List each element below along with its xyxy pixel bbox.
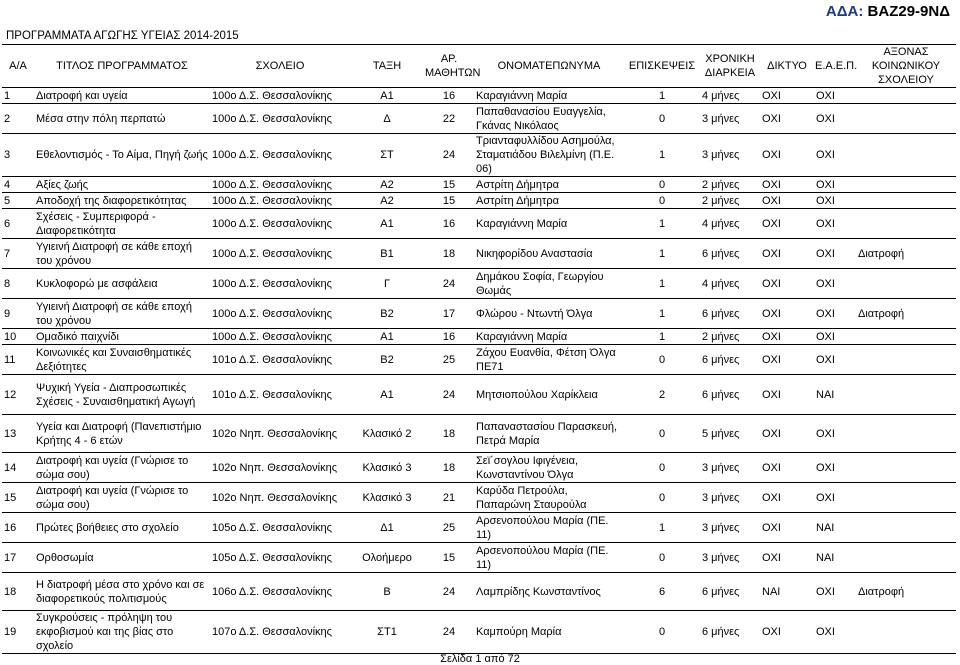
- table-row: [2, 299, 956, 329]
- cell-network: ΟΧΙ: [760, 299, 814, 329]
- cell-axis: [856, 611, 956, 654]
- cell-school: 100ο Δ.Σ. Θεσσαλονίκης: [210, 299, 350, 329]
- cell-duration: 6 μήνες: [700, 239, 760, 269]
- table-row: [2, 345, 956, 375]
- cell-axis: [856, 177, 956, 193]
- cell-title: Ψυχική Υγεία - Διαπροσωπικές Σχέσεις - Συναισθηματική Αγωγή: [34, 375, 210, 415]
- cell-school: 100ο Δ.Σ. Θεσσαλονίκης: [210, 177, 350, 193]
- cell-duration: 6 μήνες: [700, 299, 760, 329]
- cell-axis: [856, 415, 956, 453]
- table-row: [2, 611, 956, 654]
- page-footer: Σελίδα 1 από 72: [440, 653, 520, 665]
- cell-names: Λαμπρίδης Κωνσταντίνος: [474, 573, 624, 611]
- cell-duration: 4 μήνες: [700, 209, 760, 239]
- cell-names: Δημάκου Σοφία, Γεωργίου Θωμάς: [474, 269, 624, 299]
- cell-visits: 1: [624, 209, 700, 239]
- cell-students: 25: [424, 345, 474, 375]
- cell-visits: 0: [624, 483, 700, 513]
- cell-title: Συγκρούσεις - πρόληψη του εκφοβισμού και της βίας στο σχολείο: [34, 611, 210, 654]
- cell-title: Κοινωνικές και Συναισθηματικές Δεξιότητες: [34, 345, 210, 375]
- cell-no: 10: [2, 329, 34, 345]
- cell-students: 21: [424, 483, 474, 513]
- cell-eaep: ΟΧΙ: [814, 329, 856, 345]
- col-header: Α/Α: [2, 45, 34, 88]
- cell-duration: 2 μήνες: [700, 177, 760, 193]
- cell-visits: 0: [624, 345, 700, 375]
- program-title: ΠΡΟΓΡΑΜΜΑΤΑ ΑΓΩΓΗΣ ΥΓΕΙΑΣ 2014-2015: [6, 30, 239, 42]
- cell-no: 15: [2, 483, 34, 513]
- cell-class: Κλασικό 3: [350, 483, 424, 513]
- cell-no: 18: [2, 573, 34, 611]
- cell-duration: 3 μήνες: [700, 543, 760, 573]
- cell-students: 24: [424, 611, 474, 654]
- cell-names: Σεϊ΄σογλου Ιφιγένεια, Κωνσταντίνου Όλγα: [474, 453, 624, 483]
- cell-network: ΟΧΙ: [760, 209, 814, 239]
- col-header: ΕΠΙΣΚΕΨΕΙΣ: [624, 45, 700, 88]
- cell-axis: Διατροφή: [856, 239, 956, 269]
- cell-names: Νικηφορίδου Αναστασία: [474, 239, 624, 269]
- cell-class: Α1: [350, 88, 424, 104]
- cell-names: Φλώρου - Ντωντή Όλγα: [474, 299, 624, 329]
- col-header: ΑΞΟΝΑΣ ΚΟΙΝΩΝΙΚΟΥ ΣΧΟΛΕΙΟΥ: [856, 45, 956, 88]
- cell-students: 25: [424, 513, 474, 543]
- cell-no: 11: [2, 345, 34, 375]
- cell-eaep: ΟΧΙ: [814, 573, 856, 611]
- cell-eaep: ΟΧΙ: [814, 239, 856, 269]
- cell-no: 17: [2, 543, 34, 573]
- cell-students: 15: [424, 177, 474, 193]
- cell-names: Καραγιάννη Μαρία: [474, 329, 624, 345]
- table-body: [2, 88, 956, 654]
- cell-students: 24: [424, 375, 474, 415]
- cell-eaep: ΟΧΙ: [814, 299, 856, 329]
- cell-network: ΝΑΙ: [760, 573, 814, 611]
- cell-school: 100ο Δ.Σ. Θεσσαλονίκης: [210, 134, 350, 177]
- table-row: [2, 88, 956, 104]
- cell-visits: 0: [624, 193, 700, 209]
- table-row: [2, 573, 956, 611]
- col-header: ΑΡ. ΜΑΘΗΤΩΝ: [424, 45, 474, 88]
- table-row: [2, 104, 956, 134]
- cell-no: 9: [2, 299, 34, 329]
- cell-class: Α1: [350, 329, 424, 345]
- cell-names: Μητσιοπούλου Χαρίκλεια: [474, 375, 624, 415]
- cell-eaep: ΝΑΙ: [814, 513, 856, 543]
- cell-title: Ομαδικό παιχνίδι: [34, 329, 210, 345]
- col-header: ΤΙΤΛΟΣ ΠΡΟΓΡΑΜΜΑΤΟΣ: [34, 45, 210, 88]
- cell-duration: 6 μήνες: [700, 345, 760, 375]
- cell-network: ΟΧΙ: [760, 375, 814, 415]
- cell-duration: 3 μήνες: [700, 483, 760, 513]
- cell-school: 105ο Δ.Σ. Θεσσαλονίκης: [210, 513, 350, 543]
- cell-network: ΟΧΙ: [760, 177, 814, 193]
- col-header: ΣΧΟΛΕΙΟ: [210, 45, 350, 88]
- cell-students: 15: [424, 543, 474, 573]
- col-header: ΟΝΟΜΑΤΕΠΩΝΥΜΑ: [474, 45, 624, 88]
- cell-network: ΟΧΙ: [760, 513, 814, 543]
- cell-names: Αστρίτη Δήμητρα: [474, 193, 624, 209]
- cell-axis: [856, 88, 956, 104]
- cell-title: Πρώτες βοήθειες στο σχολείο: [34, 513, 210, 543]
- cell-duration: 3 μήνες: [700, 104, 760, 134]
- table-row: [2, 329, 956, 345]
- cell-network: ΟΧΙ: [760, 104, 814, 134]
- cell-school: 106ο Δ.Σ. Θεσσαλονίκης: [210, 573, 350, 611]
- cell-names: Καραγιάννη Μαρία: [474, 88, 624, 104]
- cell-visits: 0: [624, 611, 700, 654]
- cell-visits: 1: [624, 239, 700, 269]
- cell-students: 24: [424, 573, 474, 611]
- cell-axis: [856, 269, 956, 299]
- cell-visits: 0: [624, 453, 700, 483]
- cell-names: Καμπούρη Μαρία: [474, 611, 624, 654]
- table-row: [2, 193, 956, 209]
- cell-no: 1: [2, 88, 34, 104]
- programs-table: [2, 44, 956, 654]
- cell-duration: 6 μήνες: [700, 375, 760, 415]
- cell-title: Κυκλοφορώ με ασφάλεια: [34, 269, 210, 299]
- cell-names: Αρσενοπούλου Μαρία (ΠΕ. 11): [474, 513, 624, 543]
- cell-network: ΟΧΙ: [760, 453, 814, 483]
- cell-duration: 2 μήνες: [700, 193, 760, 209]
- cell-title: Διατροφή και υγεία: [34, 88, 210, 104]
- cell-class: Α2: [350, 177, 424, 193]
- cell-names: Παπαθανασίου Ευαγγελία, Γκάνας Νικόλαος: [474, 104, 624, 134]
- cell-names: Ζάχου Ευανθία, Φέτση Όλγα ΠΕ71: [474, 345, 624, 375]
- cell-no: 4: [2, 177, 34, 193]
- cell-title: Υγιεινή Διατροφή σε κάθε εποχή του χρόνου: [34, 239, 210, 269]
- cell-school: 102ο Νηπ. Θεσσαλονίκης: [210, 483, 350, 513]
- cell-eaep: ΝΑΙ: [814, 543, 856, 573]
- cell-no: 3: [2, 134, 34, 177]
- table-row: [2, 269, 956, 299]
- cell-visits: 0: [624, 415, 700, 453]
- col-header: ΔΙΚΤΥΟ: [760, 45, 814, 88]
- cell-school: 100ο Δ.Σ. Θεσσαλονίκης: [210, 209, 350, 239]
- cell-duration: 3 μήνες: [700, 453, 760, 483]
- cell-names: Καρύδα Πετρούλα, Παπαρώνη Σταυρούλα: [474, 483, 624, 513]
- cell-names: Αρσενοπούλου Μαρία (ΠΕ. 11): [474, 543, 624, 573]
- cell-network: ΟΧΙ: [760, 611, 814, 654]
- cell-duration: 2 μήνες: [700, 329, 760, 345]
- cell-students: 24: [424, 269, 474, 299]
- cell-eaep: ΟΧΙ: [814, 209, 856, 239]
- cell-no: 16: [2, 513, 34, 543]
- cell-axis: [856, 209, 956, 239]
- cell-network: ΟΧΙ: [760, 88, 814, 104]
- cell-students: 16: [424, 329, 474, 345]
- cell-duration: 3 μήνες: [700, 134, 760, 177]
- cell-school: 102ο Νηπ. Θεσσαλονίκης: [210, 415, 350, 453]
- cell-title: Εθελοντισμός - Το Αίμα, Πηγή ζωής: [34, 134, 210, 177]
- cell-duration: 6 μήνες: [700, 573, 760, 611]
- cell-names: Καραγιάννη Μαρία: [474, 209, 624, 239]
- cell-network: ΟΧΙ: [760, 239, 814, 269]
- cell-school: 102ο Νηπ. Θεσσαλονίκης: [210, 453, 350, 483]
- cell-duration: 4 μήνες: [700, 88, 760, 104]
- cell-eaep: ΟΧΙ: [814, 415, 856, 453]
- cell-no: 8: [2, 269, 34, 299]
- cell-students: 18: [424, 415, 474, 453]
- cell-no: 7: [2, 239, 34, 269]
- cell-axis: Διατροφή: [856, 573, 956, 611]
- cell-title: Υγιεινή Διατροφή σε κάθε εποχή του χρόνου: [34, 299, 210, 329]
- cell-visits: 6: [624, 573, 700, 611]
- table-row: [2, 209, 956, 239]
- cell-network: ΟΧΙ: [760, 483, 814, 513]
- cell-network: ΟΧΙ: [760, 543, 814, 573]
- table-row: [2, 543, 956, 573]
- cell-duration: 5 μήνες: [700, 415, 760, 453]
- cell-network: ΟΧΙ: [760, 134, 814, 177]
- cell-network: ΟΧΙ: [760, 345, 814, 375]
- cell-class: Β2: [350, 299, 424, 329]
- cell-duration: 4 μήνες: [700, 269, 760, 299]
- cell-visits: 0: [624, 543, 700, 573]
- cell-school: 100ο Δ.Σ. Θεσσαλονίκης: [210, 329, 350, 345]
- table-header-row: [2, 45, 956, 88]
- cell-school: 107ο Δ.Σ. Θεσσαλονίκης: [210, 611, 350, 654]
- cell-no: 19: [2, 611, 34, 654]
- table-row: [2, 375, 956, 415]
- cell-eaep: ΟΧΙ: [814, 453, 856, 483]
- col-header: ΧΡΟΝΙΚΗ ΔΙΑΡΚΕΙΑ: [700, 45, 760, 88]
- cell-no: 2: [2, 104, 34, 134]
- table-row: [2, 134, 956, 177]
- cell-school: 100ο Δ.Σ. Θεσσαλονίκης: [210, 239, 350, 269]
- cell-axis: [856, 483, 956, 513]
- ada-label: ΑΔΑ:: [825, 3, 864, 20]
- cell-eaep: ΟΧΙ: [814, 269, 856, 299]
- ada-value: ΒΑΖ29-9ΝΔ: [867, 3, 950, 20]
- cell-visits: 1: [624, 513, 700, 543]
- cell-title: Υγεία και Διατροφή (Πανεπιστήμιο Κρήτης 4 - 6 ετών: [34, 415, 210, 453]
- cell-title: Η διατροφή μέσα στο χρόνο και σε διαφορετικούς πολιτισμούς: [34, 573, 210, 611]
- cell-school: 100ο Δ.Σ. Θεσσαλονίκης: [210, 88, 350, 104]
- cell-no: 13: [2, 415, 34, 453]
- cell-network: ΟΧΙ: [760, 329, 814, 345]
- cell-title: Σχέσεις - Συμπεριφορά - Διαφορετικότητα: [34, 209, 210, 239]
- table-row: [2, 513, 956, 543]
- cell-students: 18: [424, 453, 474, 483]
- cell-class: Β1: [350, 239, 424, 269]
- cell-eaep: ΟΧΙ: [814, 104, 856, 134]
- cell-duration: 6 μήνες: [700, 611, 760, 654]
- cell-class: ΣΤ: [350, 134, 424, 177]
- cell-school: 101ο Δ.Σ. Θεσσαλονίκης: [210, 345, 350, 375]
- cell-eaep: ΟΧΙ: [814, 483, 856, 513]
- cell-names: Τριανταφυλλίδου Ασημούλα, Σταματιάδου Βιλελμίνη (Π.Ε. 06): [474, 134, 624, 177]
- col-header: Ε.Α.Ε.Π.: [814, 45, 856, 88]
- cell-visits: 1: [624, 329, 700, 345]
- cell-class: Α2: [350, 193, 424, 209]
- cell-no: 12: [2, 375, 34, 415]
- col-header: ΤΑΞΗ: [350, 45, 424, 88]
- cell-no: 5: [2, 193, 34, 209]
- cell-class: Κλασικό 3: [350, 453, 424, 483]
- cell-axis: [856, 104, 956, 134]
- cell-axis: [856, 329, 956, 345]
- cell-axis: [856, 543, 956, 573]
- cell-no: 14: [2, 453, 34, 483]
- cell-visits: 1: [624, 134, 700, 177]
- cell-class: Δ1: [350, 513, 424, 543]
- cell-title: Ορθοσωμία: [34, 543, 210, 573]
- cell-network: ΟΧΙ: [760, 415, 814, 453]
- table-row: [2, 177, 956, 193]
- cell-title: Διατροφή και υγεία (Γνώρισε το σώμα σου): [34, 483, 210, 513]
- cell-school: 100ο Δ.Σ. Θεσσαλονίκης: [210, 193, 350, 209]
- cell-axis: [856, 513, 956, 543]
- cell-title: Διατροφή και υγεία (Γνώρισε το σώμα σου): [34, 453, 210, 483]
- cell-axis: [856, 134, 956, 177]
- cell-class: ΣΤ1: [350, 611, 424, 654]
- cell-network: ΟΧΙ: [760, 193, 814, 209]
- ada-code: [826, 3, 950, 20]
- cell-eaep: ΟΧΙ: [814, 611, 856, 654]
- cell-students: 16: [424, 88, 474, 104]
- cell-class: Γ: [350, 269, 424, 299]
- cell-school: 100ο Δ.Σ. Θεσσαλονίκης: [210, 104, 350, 134]
- cell-duration: 3 μήνες: [700, 513, 760, 543]
- cell-title: Αποδοχή της διαφορετικότητας: [34, 193, 210, 209]
- table-row: [2, 239, 956, 269]
- table-row: [2, 415, 956, 453]
- cell-students: 22: [424, 104, 474, 134]
- cell-students: 17: [424, 299, 474, 329]
- cell-visits: 0: [624, 104, 700, 134]
- cell-axis: [856, 375, 956, 415]
- cell-class: Β2: [350, 345, 424, 375]
- cell-visits: 0: [624, 177, 700, 193]
- cell-class: Δ: [350, 104, 424, 134]
- cell-visits: 1: [624, 269, 700, 299]
- table-row: [2, 483, 956, 513]
- cell-class: Κλασικό 2: [350, 415, 424, 453]
- cell-students: 24: [424, 134, 474, 177]
- cell-axis: [856, 193, 956, 209]
- cell-eaep: ΟΧΙ: [814, 177, 856, 193]
- cell-visits: 2: [624, 375, 700, 415]
- cell-axis: [856, 345, 956, 375]
- cell-axis: Διατροφή: [856, 299, 956, 329]
- cell-title: Αξίες ζωής: [34, 177, 210, 193]
- cell-network: ΟΧΙ: [760, 269, 814, 299]
- cell-students: 18: [424, 239, 474, 269]
- cell-school: 105ο Δ.Σ. Θεσσαλονίκης: [210, 543, 350, 573]
- cell-visits: 1: [624, 299, 700, 329]
- cell-no: 6: [2, 209, 34, 239]
- cell-eaep: ΟΧΙ: [814, 134, 856, 177]
- cell-eaep: ΟΧΙ: [814, 345, 856, 375]
- cell-eaep: ΝΑΙ: [814, 375, 856, 415]
- cell-students: 15: [424, 193, 474, 209]
- cell-eaep: ΟΧΙ: [814, 88, 856, 104]
- table-row: [2, 453, 956, 483]
- cell-names: Αστρίτη Δήμητρα: [474, 177, 624, 193]
- cell-school: 100ο Δ.Σ. Θεσσαλονίκης: [210, 269, 350, 299]
- cell-class: Α1: [350, 375, 424, 415]
- cell-eaep: ΟΧΙ: [814, 193, 856, 209]
- cell-school: 101ο Δ.Σ. Θεσσαλονίκης: [210, 375, 350, 415]
- cell-class: Α1: [350, 209, 424, 239]
- cell-class: Β: [350, 573, 424, 611]
- cell-students: 16: [424, 209, 474, 239]
- cell-axis: [856, 453, 956, 483]
- cell-visits: 1: [624, 88, 700, 104]
- cell-title: Μέσα στην πόλη περπατώ: [34, 104, 210, 134]
- cell-class: Ολοήμερο: [350, 543, 424, 573]
- cell-names: Παπαναστασίου Παρασκευή, Πετρά Μαρία: [474, 415, 624, 453]
